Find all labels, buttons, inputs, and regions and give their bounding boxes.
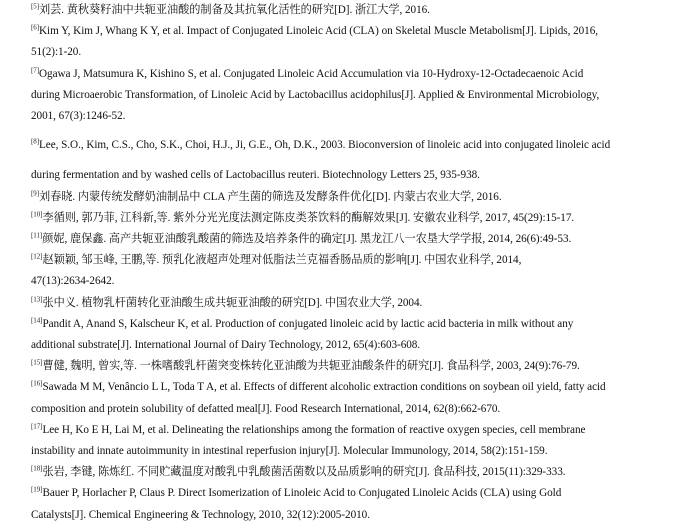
reference-line: composition and protein solubility of defatted meal[J]. Food Research International, 2014, 62(8):662-670. bbox=[31, 402, 501, 415]
reference-item bbox=[31, 0, 671, 21]
reference-number: [19] bbox=[31, 485, 43, 494]
reference-line: instability and innate autoimmunity in intestinal reperfusion injury[J]. Molecular Immunology, 2014, 58(2):151-159. bbox=[31, 445, 548, 458]
reference-item bbox=[31, 314, 671, 356]
reference-list bbox=[31, 0, 671, 526]
reference-line: 刘芸. 黄秋葵籽油中共轭亚油酸的制备及其抗氧化活性的研究[D]. 浙江大学, 2016. bbox=[39, 4, 430, 16]
reference-line: Ogawa J, Matsumura K, Kishino S, et al. Conjugated Linoleic Acid Accumulation via 10-Hydroxy-12-Octadecaenoic Acid bbox=[39, 67, 584, 80]
reference-line: Sawada M M, Venâncio L L, Toda T A, et al. Effects of different alcoholic extraction conditions on soybean oil yield, fatty acid bbox=[42, 381, 606, 394]
reference-item bbox=[31, 21, 671, 63]
reference-number: [18] bbox=[31, 464, 43, 473]
reference-item bbox=[31, 293, 671, 314]
reference-number: [8] bbox=[31, 137, 40, 146]
reference-line: 2001, 67(3):1246-52. bbox=[31, 110, 126, 123]
reference-number: [14] bbox=[31, 316, 43, 325]
reference-item bbox=[31, 462, 671, 483]
reference-item bbox=[31, 208, 671, 229]
reference-line: 51(2):1-20. bbox=[31, 46, 82, 59]
reference-line: 曹健, 魏明, 曾实,等. 一株嗜酸乳杆菌突变株转化亚油酸为共轭亚油酸条件的研究[J]. 食品科学, 2003, 24(9):76-79. bbox=[42, 360, 580, 373]
reference-number: [15] bbox=[31, 358, 43, 367]
reference-line: Bauer P, Horlacher P, Claus P. Direct Isomerization of Linoleic Acid to Conjugated Linoleic Acids (CLA) using Gold bbox=[42, 487, 562, 500]
reference-number: [13] bbox=[31, 294, 43, 303]
reference-line: Catalysts[J]. Chemical Engineering & Technology, 2010, 32(12):2005-2010. bbox=[31, 508, 370, 521]
reference-line: 颜妮, 鹿保鑫. 高产共轭亚油酸乳酸菌的筛选及培养条件的确定[J]. 黑龙江八一农垦大学学报, 2014, 26(6):49-53. bbox=[42, 233, 572, 246]
reference-number: [10] bbox=[31, 210, 43, 219]
reference-line: 李循则, 郭乃菲, 江科新,等. 紫外分光光度法测定陈皮类茶饮料的酶解效果[J]. 安徽农业科学, 2017, 45(29):15-17. bbox=[42, 211, 575, 224]
reference-line: Pandit A, Anand S, Kalscheur K, et al. Production of conjugated linoleic acid by lactic acid bacteria in milk without any bbox=[42, 317, 574, 330]
reference-line: during Microaerobic Transformation, of Linoleic Acid by Lactobacillus acidophilus[J]. Applied & Environmental Microbiology, bbox=[31, 88, 600, 101]
reference-item bbox=[31, 483, 671, 525]
reference-line: during fermentation and by washed cells of Lactobacillus reuteri. Biotechnology Letters 25, 935-938. bbox=[31, 169, 480, 182]
reference-item bbox=[31, 135, 671, 186]
reference-number: [17] bbox=[31, 422, 43, 431]
reference-line: 张岩, 李键, 陈炼红. 不同贮藏温度对酸乳中乳酸菌活菌数以及品质影响的研究[J]. 食品科技, 2015(11):329-333. bbox=[42, 466, 566, 479]
reference-number: [7] bbox=[31, 65, 40, 74]
reference-item bbox=[31, 356, 671, 377]
reference-line: 刘春晓. 内蒙传统发酵奶油制品中 CLA 产生菌的筛选及发酵条件优化[D]. 内蒙古农业大学, 2016. bbox=[39, 190, 502, 203]
reference-number: [6] bbox=[31, 23, 40, 32]
reference-item bbox=[31, 187, 671, 208]
reference-line: Lee H, Ko E H, Lai M, et al. Delineating the relationships among the formation of reactive oxygen species, cell membrane bbox=[42, 423, 586, 436]
reference-item bbox=[31, 377, 671, 419]
reference-line: Lee, S.O., Kim, C.S., Cho, S.K., Choi, H.J., Ji, G.E., Oh, D.K., 2003. Bioconversion of linoleic acid into conjugated linoleic acid bbox=[39, 139, 611, 152]
reference-number: [12] bbox=[31, 252, 43, 261]
reference-item bbox=[31, 250, 671, 292]
reference-line: 张中义. 植物乳杆菌转化亚油酸生成共轭亚油酸的研究[D]. 中国农业大学, 2004. bbox=[42, 296, 423, 309]
reference-line: additional substrate[J]. International Journal of Dairy Technology, 2012, 65(4):603-608. bbox=[31, 339, 421, 352]
reference-number: [11] bbox=[31, 231, 43, 240]
reference-number: [5] bbox=[31, 2, 40, 11]
reference-number: [9] bbox=[31, 188, 40, 197]
reference-item bbox=[31, 229, 671, 250]
reference-line: 47(13):2634-2642. bbox=[31, 275, 115, 288]
reference-number: [16] bbox=[31, 379, 43, 388]
reference-line: Kim Y, Kim J, Whang K Y, et al. Impact of Conjugated Linoleic Acid (CLA) on Skeletal Muscle Metabolism[J]. Lipids, 2016, bbox=[39, 25, 599, 38]
reference-item bbox=[31, 420, 671, 462]
reference-line: 赵颖颖, 邹玉峰, 王鹏,等. 预乳化液超声处理对低脂法兰克福香肠品质的影响[J]. 中国农业科学, 2014, bbox=[42, 254, 522, 267]
reference-item bbox=[31, 64, 671, 128]
